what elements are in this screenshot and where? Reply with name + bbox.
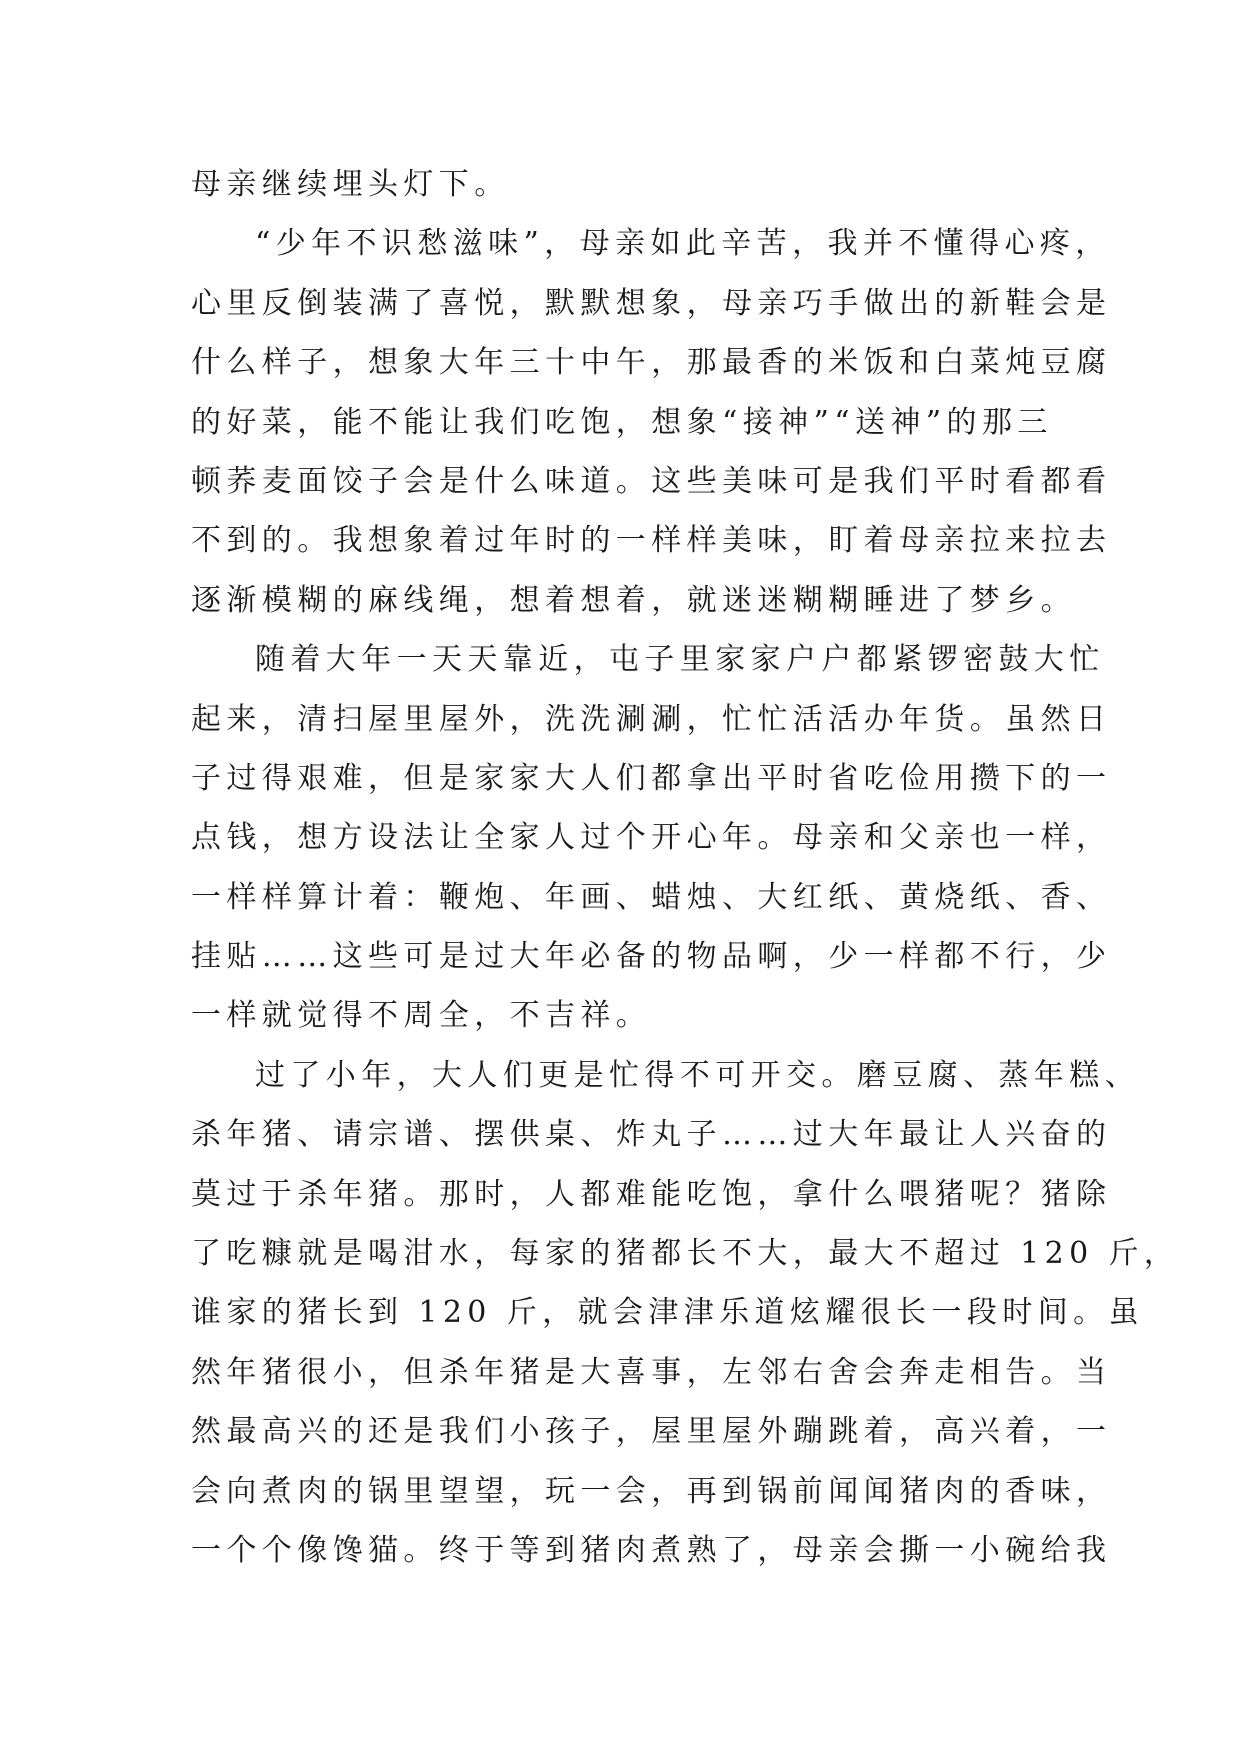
text-line: 然最高兴的还是我们小孩子，屋里屋外蹦跳着，高兴着，一: [191, 1414, 1112, 1450]
text-line: 然年猪很小，但杀年猪是大喜事，左邻右舍会奔走相告。当: [191, 1354, 1112, 1390]
text-line: 什么样子，想象大年三十中午，那最香的米饭和白菜炖豆腐: [191, 345, 1112, 381]
text-line: 母亲继续埋头灯下。: [191, 167, 510, 202]
text-line: 莫过于杀年猪。那时，人都难能吃饱，拿什么喂猪呢？猪除: [191, 1176, 1112, 1212]
text-line: 谁家的猪长到 120 斤，就会津津乐道炫耀很长一段时间。虽: [191, 1295, 1144, 1331]
text-line: 子过得艰难，但是家家大人们都拿出平时省吃俭用攒下的一: [191, 760, 1112, 796]
text-line: 一个个像馋猫。终于等到猪肉煮熟了，母亲会撕一小碗给我: [191, 1532, 1112, 1568]
text-line: 起来，清扫屋里屋外，洗洗涮涮，忙忙活活办年货。虽然日: [191, 701, 1112, 737]
paragraph-first-line: 过了小年，大人们更是忙得不可开交。磨豆腐、蒸年糕、: [255, 1057, 1140, 1093]
text-line: 了吃糠就是喝泔水，每家的猪都长不大，最大不超过 120 斤，: [191, 1236, 1180, 1272]
text-line: 点钱，想方设法让全家人过个开心年。母亲和父亲也一样，: [191, 820, 1112, 856]
body-text: [191, 155, 1180, 1580]
text-line: 的好菜，能不能让我们吃饱，想象“接神”“送神”的那三: [191, 404, 1053, 440]
text-line: 挂贴……这些可是过大年必备的物品啊，少一样都不行，少: [191, 939, 1112, 975]
text-line: 不到的。我想象着过年时的一样样美味，盯着母亲拉来拉去: [191, 523, 1112, 559]
paragraph-first-line: 随着大年一天天靠近，屯子里家家户户都紧锣密鼓大忙: [255, 642, 1105, 678]
text-line: 心里反倒装满了喜悦，默默想象，母亲巧手做出的新鞋会是: [191, 285, 1112, 321]
text-line: 逐渐模糊的麻线绳，想着想着，就迷迷糊糊睡进了梦乡。: [191, 582, 1076, 618]
text-line: 顿荞麦面饺子会是什么味道。这些美味可是我们平时看都看: [191, 463, 1112, 499]
paragraph-first-line: “少年不识愁滋味”，母亲如此辛苦，我并不懂得心疼，: [255, 226, 1111, 262]
text-line: 杀年猪、请宗谱、摆供桌、炸丸子……过大年最让人兴奋的: [191, 1117, 1112, 1153]
text-line: 一样就觉得不周全，不吉祥。: [191, 998, 652, 1034]
text-line: 会向煮肉的锅里望望，玩一会，再到锅前闻闻猪肉的香味，: [191, 1473, 1112, 1509]
text-line: 一样样算计着：鞭炮、年画、蜡烛、大红纸、黄烧纸、香、: [191, 879, 1112, 915]
